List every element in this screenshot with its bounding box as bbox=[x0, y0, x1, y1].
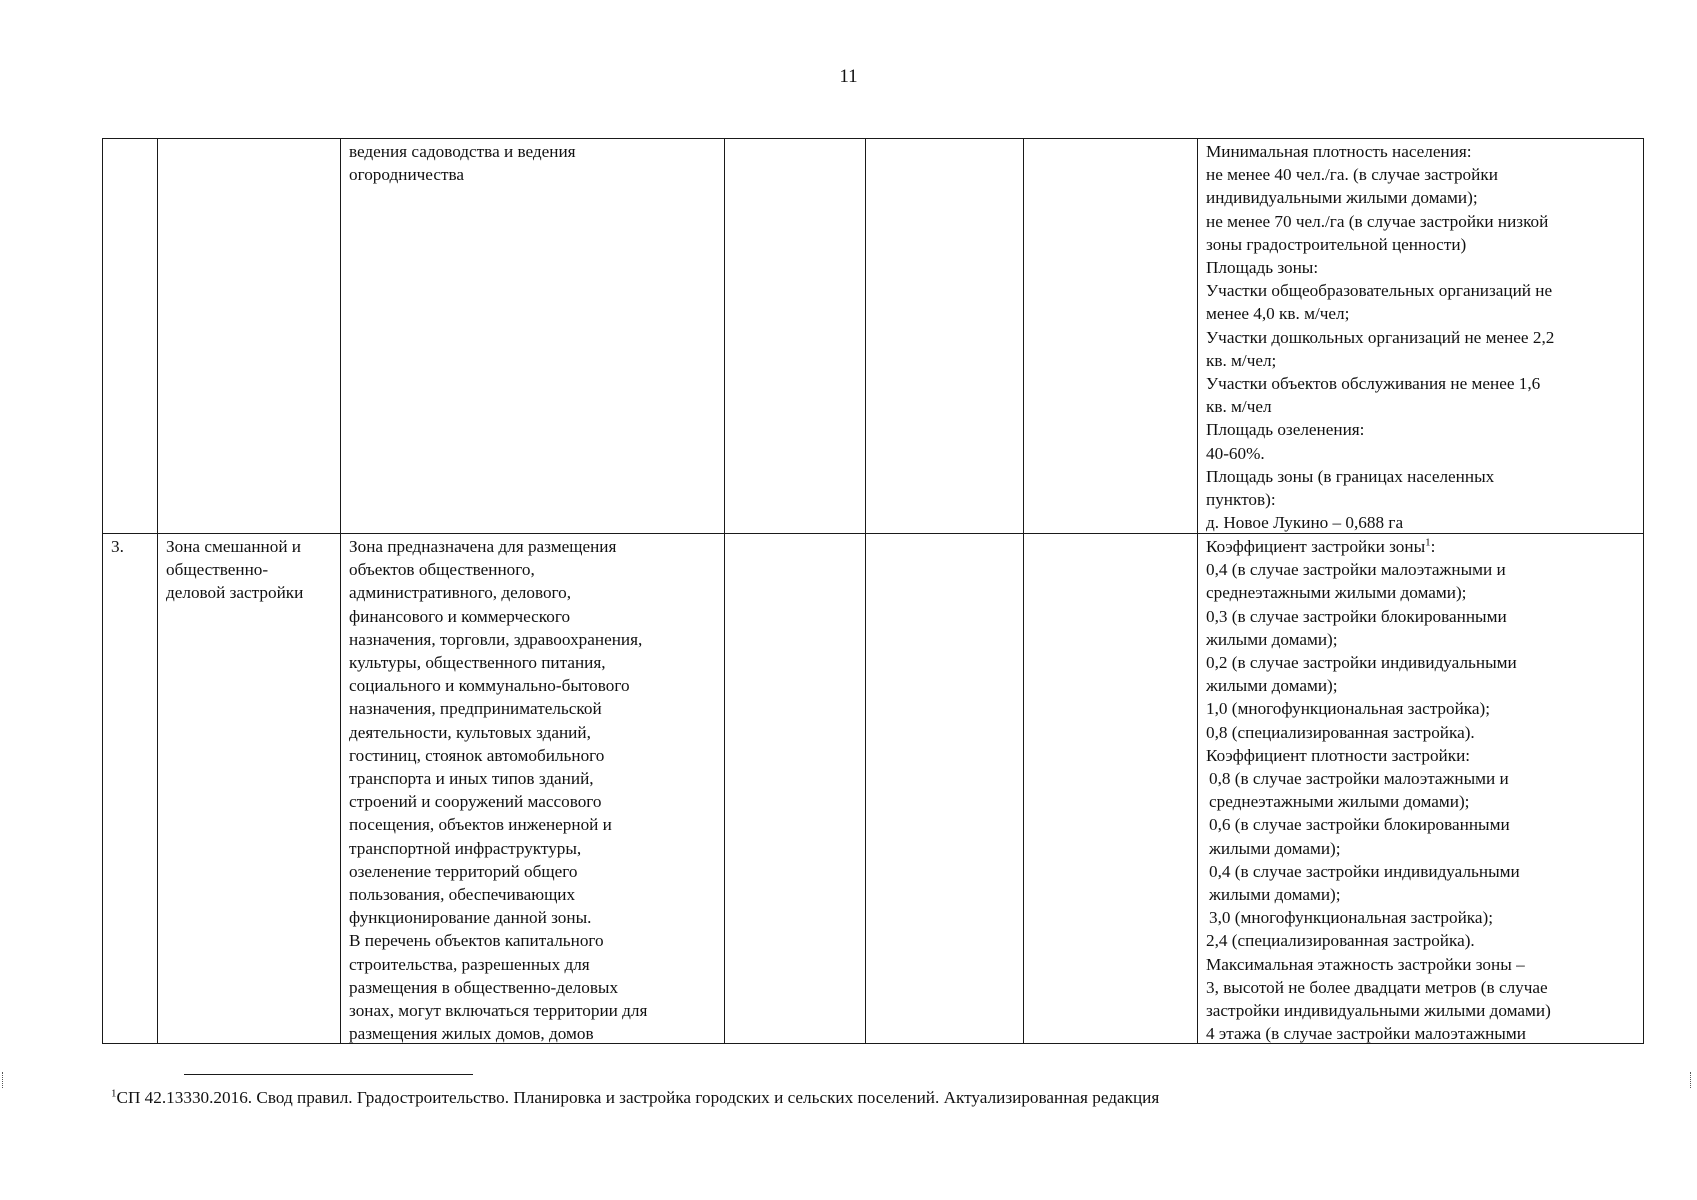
text-line: общественно- bbox=[166, 560, 269, 580]
cell-empty-c bbox=[1024, 534, 1198, 1044]
footnote-text: СП 42.13330.2016. Свод правил. Градостроительство. Планировка и застройка городских и сельских поселений. Актуализированная редакция bbox=[116, 1088, 1160, 1107]
text-line: транспортной инфраструктуры, bbox=[349, 838, 582, 858]
cell-number bbox=[103, 534, 158, 1044]
text-line: Зона смешанной и bbox=[166, 537, 302, 556]
scan-edge-mark-left bbox=[2, 1072, 6, 1088]
cell-empty-a bbox=[725, 534, 866, 1044]
text-line: д. Новое Лукино – 0,688 га bbox=[1206, 513, 1404, 533]
cell-description bbox=[341, 139, 725, 534]
text-line: 0,6 (в случае застройки блокированными bbox=[1209, 815, 1510, 835]
text-line: огородничества bbox=[349, 165, 464, 185]
text-line: кв. м/чел; bbox=[1206, 350, 1277, 370]
text-line: посещения, объектов инженерной и bbox=[349, 815, 612, 835]
zone-number: 3. bbox=[111, 537, 124, 556]
cell-parameters bbox=[1198, 139, 1644, 534]
scan-edge-mark-right bbox=[1690, 1072, 1694, 1088]
text-line: 0,2 (в случае застройки индивидуальными bbox=[1206, 653, 1517, 673]
page-number: 11 bbox=[839, 66, 858, 87]
cell-parameters bbox=[1198, 534, 1644, 1044]
table-row-continuation bbox=[103, 139, 1644, 534]
text-line: кв. м/чел bbox=[1206, 397, 1272, 417]
text-line: назначения, торговли, здравоохранения, bbox=[349, 629, 643, 649]
table-row-zone-3 bbox=[103, 534, 1644, 1044]
text-line: размещения жилых домов, домов bbox=[349, 1024, 594, 1043]
text-line: застройки индивидуальными жилыми домами) bbox=[1206, 1001, 1551, 1021]
text-line: Участки дошкольных организаций не менее 2,2 bbox=[1206, 327, 1555, 347]
zone-name-text bbox=[166, 535, 332, 605]
text-line: размещения в общественно-деловых bbox=[349, 977, 619, 997]
text-line: культуры, общественного питания, bbox=[349, 653, 606, 673]
text-line: среднеэтажными жилыми домами); bbox=[1206, 583, 1467, 603]
text-line: социального и коммунально-бытового bbox=[349, 676, 630, 696]
text-line: строений и сооружений массового bbox=[349, 792, 602, 812]
text-line: не менее 40 чел./га. (в случае застройки bbox=[1206, 165, 1498, 185]
text-line: Участки общеобразовательных организаций не bbox=[1206, 281, 1553, 301]
text-line: жилыми домами); bbox=[1206, 676, 1338, 696]
text-line: Минимальная плотность населения: bbox=[1206, 142, 1472, 161]
text-line: 3, высотой не более двадцати метров (в случае bbox=[1206, 977, 1548, 997]
text-line: деловой застройки bbox=[166, 583, 304, 603]
text-line: 0,8 (специализированная застройка). bbox=[1206, 722, 1475, 742]
text-line: транспорта и иных типов зданий, bbox=[349, 769, 594, 789]
text-line: жилыми домами); bbox=[1209, 838, 1341, 858]
cell-zone-name bbox=[158, 139, 341, 534]
text-line: не менее 70 чел./га (в случае застройки низкой bbox=[1206, 211, 1549, 231]
cell-empty-a bbox=[725, 139, 866, 534]
text-line: индивидуальными жилыми домами); bbox=[1206, 188, 1478, 208]
description-text bbox=[349, 535, 716, 1043]
text-line: 3,0 (многофункциональная застройка); bbox=[1209, 908, 1494, 928]
text-line: деятельности, культовых зданий, bbox=[349, 722, 591, 742]
text-line: Площадь зоны (в границах населенных bbox=[1206, 466, 1495, 486]
parameters-first-line: Коэффициент застройки зоны$^1$: bbox=[1206, 536, 1436, 556]
description-text bbox=[349, 140, 716, 186]
text-line: строительства, разрешенных для bbox=[349, 954, 590, 974]
text-line: жилыми домами); bbox=[1206, 629, 1338, 649]
text-line: озеленение территорий общего bbox=[349, 861, 578, 881]
text-line: 4 этажа (в случае застройки малоэтажными bbox=[1206, 1024, 1526, 1043]
cell-number bbox=[103, 139, 158, 534]
zoning-table bbox=[102, 138, 1644, 1044]
text-line: Площадь зоны: bbox=[1206, 258, 1319, 278]
cell-description bbox=[341, 534, 725, 1044]
footnote bbox=[111, 1088, 1159, 1108]
text-line: 40-60%. bbox=[1206, 443, 1265, 463]
cell-empty-c bbox=[1024, 139, 1198, 534]
text-line: 0,3 (в случае застройки блокированными bbox=[1206, 606, 1507, 626]
text-line: функционирование данной зоны. bbox=[349, 908, 592, 928]
text-line: Максимальная этажность застройки зоны – bbox=[1206, 954, 1525, 974]
text-line: жилыми домами); bbox=[1209, 885, 1341, 905]
text-line: административного, делового, bbox=[349, 583, 572, 603]
text-line: В перечень объектов капитального bbox=[349, 931, 604, 951]
footnote-reference-mark: 1 bbox=[1425, 536, 1431, 549]
text-line: 0,4 (в случае застройки индивидуальными bbox=[1209, 861, 1520, 881]
text-line: Участки объектов обслуживания не менее 1,6 bbox=[1206, 374, 1541, 394]
text-line: менее 4,0 кв. м/чел; bbox=[1206, 304, 1350, 324]
parameters-text bbox=[1206, 535, 1635, 1043]
text-line: пользования, обеспечивающих bbox=[349, 885, 576, 905]
footnote-divider bbox=[184, 1074, 473, 1075]
text-line: пунктов): bbox=[1206, 490, 1276, 510]
text-line: зоны градостроительной ценности) bbox=[1206, 234, 1467, 254]
cell-zone-name bbox=[158, 534, 341, 1044]
text-line: 1,0 (многофункциональная застройка); bbox=[1206, 699, 1491, 719]
text-line: 0,4 (в случае застройки малоэтажными и bbox=[1206, 560, 1506, 580]
parameters-text bbox=[1206, 140, 1635, 533]
text-line: финансового и коммерческого bbox=[349, 606, 571, 626]
text-line: 2,4 (специализированная застройка). bbox=[1206, 931, 1475, 951]
text-line: объектов общественного, bbox=[349, 560, 535, 580]
footnote-mark: 1 bbox=[111, 1087, 117, 1100]
cell-empty-b bbox=[866, 139, 1024, 534]
text-line: зонах, могут включаться территории для bbox=[349, 1001, 648, 1021]
text-line: Коэффициент плотности застройки: bbox=[1206, 745, 1471, 765]
text-line: гостиниц, стоянок автомобильного bbox=[349, 745, 605, 765]
text-line: Площадь озеленения: bbox=[1206, 420, 1365, 440]
text-line: 0,8 (в случае застройки малоэтажными и bbox=[1209, 769, 1509, 789]
text-line: Зона предназначена для размещения bbox=[349, 537, 617, 556]
text-line: среднеэтажными жилыми домами); bbox=[1209, 792, 1470, 812]
cell-empty-b bbox=[866, 534, 1024, 1044]
text-line: назначения, предпринимательской bbox=[349, 699, 602, 719]
text-line: ведения садоводства и ведения bbox=[349, 142, 576, 161]
